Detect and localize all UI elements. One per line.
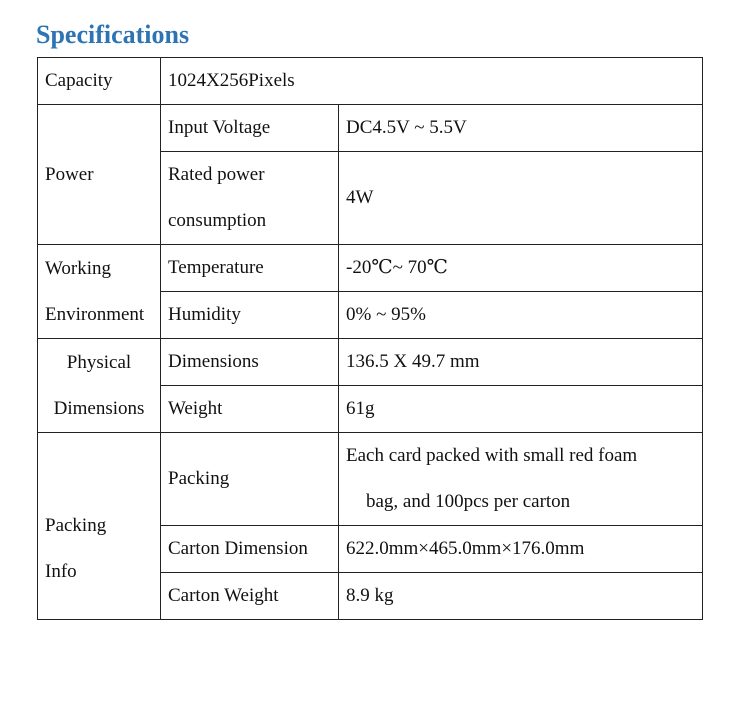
- working-environment-label-line2: Environment: [45, 303, 145, 325]
- page-title: Specifications: [36, 20, 190, 49]
- rated-power-label-line1: Rated power: [168, 164, 265, 185]
- humidity-label: Humidity: [161, 292, 339, 339]
- carton-dimension-label: Carton Dimension: [161, 526, 339, 573]
- table-row-temperature: [38, 245, 703, 292]
- weight-value: 61g: [339, 386, 703, 433]
- carton-dimension-value: 622.0mm×465.0mm×176.0mm: [339, 526, 703, 573]
- table-row-packing: [38, 433, 703, 526]
- packing-info-group-label: [38, 433, 161, 620]
- packing-value-line1: Each card packed with small red foam: [346, 445, 638, 466]
- carton-weight-label: Carton Weight: [161, 573, 339, 620]
- weight-label: Weight: [161, 386, 339, 433]
- rated-power-label: [161, 152, 339, 245]
- capacity-label: Capacity: [38, 58, 161, 105]
- power-group-label: [38, 105, 161, 245]
- rated-power-value: 4W: [339, 152, 703, 245]
- input-voltage-label: Input Voltage: [161, 105, 339, 152]
- packing-info-spacer: [45, 457, 153, 503]
- packing-info-label-line2: Info: [45, 561, 77, 582]
- temperature-label: Temperature: [161, 245, 339, 292]
- table-row-capacity: [38, 58, 703, 105]
- specifications-table: [37, 57, 703, 620]
- working-environment-label-line1: Working: [45, 257, 112, 279]
- capacity-value: 1024X256Pixels: [161, 58, 703, 105]
- table-row-input-voltage: [38, 105, 703, 152]
- working-environment-group-label: [38, 245, 161, 339]
- packing-value: [339, 433, 703, 526]
- packing-info-label-line1: Packing: [45, 515, 107, 536]
- input-voltage-value: DC4.5V ~ 5.5V: [339, 105, 703, 152]
- physical-dimensions-group-label: [38, 339, 161, 433]
- temperature-value: -20℃~ 70℃: [339, 245, 703, 292]
- physical-dimensions-label-line1: Physical: [66, 351, 132, 373]
- dimensions-value: 136.5 X 49.7 mm: [339, 339, 703, 386]
- humidity-value: 0% ~ 95%: [339, 292, 703, 339]
- packing-label: Packing: [161, 433, 339, 526]
- rated-power-label-line2: consumption: [168, 210, 267, 231]
- dimensions-label: Dimensions: [161, 339, 339, 386]
- carton-weight-value: 8.9 kg: [339, 573, 703, 620]
- physical-dimensions-label-line2: Dimensions: [53, 397, 145, 419]
- packing-value-line2: bag, and 100pcs per carton: [366, 491, 571, 512]
- table-row-dimensions: [38, 339, 703, 386]
- power-label: Power: [45, 163, 94, 185]
